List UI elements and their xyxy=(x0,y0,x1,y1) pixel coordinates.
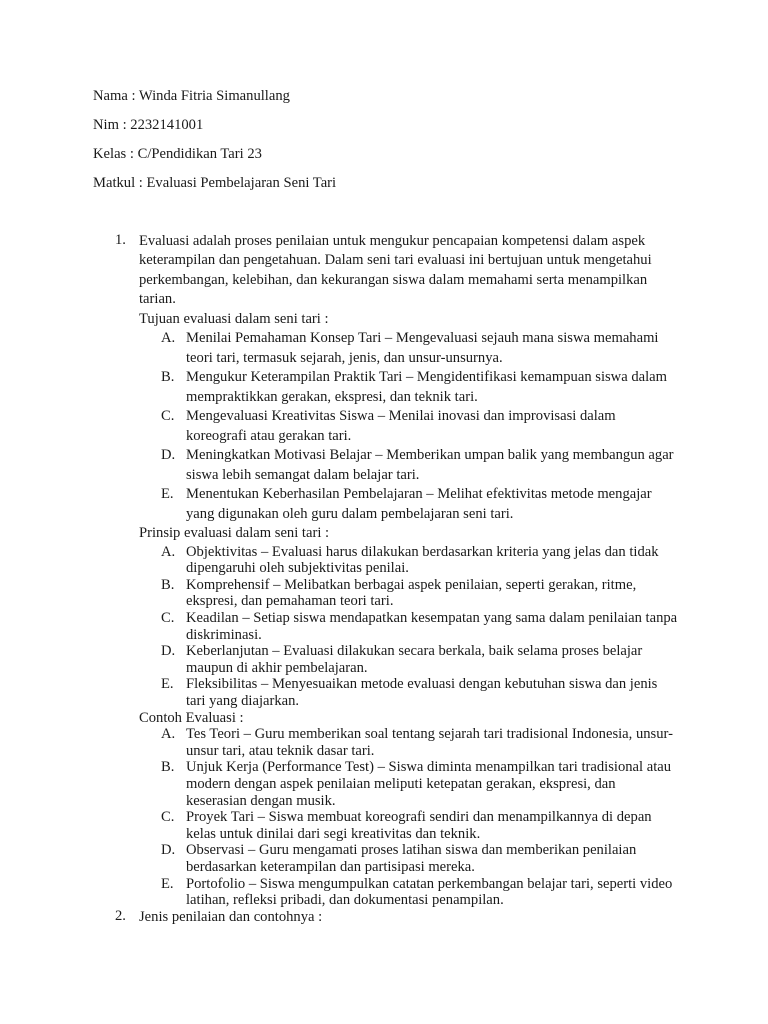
student-name: Nama : Winda Fitria Simanullang xyxy=(93,88,290,104)
student-nim: Nim : 2232141001 xyxy=(93,117,204,133)
list-marker: E. xyxy=(161,875,174,892)
list-item-text: Menentukan Keberhasilan Pembelajaran – Melihat efektivitas metode mengajar yang digunakan oleh guru dalam pembelajaran seni tari. xyxy=(186,486,652,522)
list-item-text: Fleksibilitas – Menyesuaikan metode evaluasi dengan kebutuhan siswa dan jenis tari yang diajarkan. xyxy=(186,676,658,709)
list-marker: C. xyxy=(161,809,175,826)
question-1-body xyxy=(139,232,679,909)
list-item-text: Keberlanjutan – Evaluasi dilakukan secara berkala, baik selama proses belajar maupun di akhir pembelajaran. xyxy=(186,643,643,676)
question-number: 1. xyxy=(115,232,126,248)
list-item xyxy=(139,610,679,643)
list-item-text: Meningkatkan Motivasi Belajar – Memberikan umpan balik yang membangun agar siswa lebih semangat dalam belajar tari. xyxy=(186,447,674,483)
evaluation-definition: Evaluasi adalah proses penilaian untuk mengukur pencapaian kompetensi dalam aspek keterampilan dan pengetahuan. Dalam seni tari evaluasi ini bertujuan untuk mengetahui perkembangan, kelebihan, dan kekurangan siswa dalam memahami serta menampilkan tarian. xyxy=(139,233,652,308)
list-item-text: Unjuk Kerja (Performance Test) – Siswa diminta menampilkan tari tradisional atau modern dengan aspek penilaian meliputi ketepatan gerakan, ekspresi, dan keserasian dengan musik. xyxy=(186,759,672,809)
list-item xyxy=(139,368,679,407)
list-marker: E. xyxy=(161,486,174,503)
list-item xyxy=(139,577,679,610)
list-item xyxy=(139,726,679,759)
question-number: 2. xyxy=(115,908,126,924)
list-item-text: Portofolio – Siswa mengumpulkan catatan perkembangan belajar tari, seperti video latihan, refleksi pribadi, dan dokumentasi penampilan. xyxy=(186,875,673,909)
list-marker: B. xyxy=(161,576,175,593)
list-marker: B. xyxy=(161,369,175,386)
course-name: Matkul : Evaluasi Pembelajaran Seni Tari xyxy=(93,175,337,191)
list-item xyxy=(139,676,679,709)
question-2-text: Jenis penilaian dan contohnya : xyxy=(139,909,323,925)
list-item-text: Objektivitas – Evaluasi harus dilakukan berdasarkan kriteria yang jelas dan tidak dipengaruhi oleh subjektivitas penilai. xyxy=(186,543,659,577)
list-marker: E. xyxy=(161,676,174,693)
list-item-text: Mengevaluasi Kreativitas Siswa – Menilai inovasi dan improvisasi dalam koreografi atau gerakan tari. xyxy=(186,408,616,444)
list-item-text: Proyek Tari – Siswa membuat koreografi sendiri dan menampilkannya di depan kelas untuk dinilai dari segi kreativitas dan teknik. xyxy=(186,809,652,842)
question-2-body xyxy=(139,908,679,928)
list-item xyxy=(139,759,679,809)
tujuan-list xyxy=(139,329,679,524)
list-item xyxy=(139,485,679,524)
section-title-contoh: Contoh Evaluasi : xyxy=(139,709,244,726)
list-marker: C. xyxy=(161,408,175,425)
list-item xyxy=(139,329,679,368)
list-marker: B. xyxy=(161,759,175,776)
list-marker: A. xyxy=(161,330,176,347)
list-item xyxy=(139,407,679,446)
list-item-text: Komprehensif – Melibatkan berbagai aspek penilaian, seperti gerakan, ritme, ekspresi, dan pemahaman teori tari. xyxy=(186,576,637,610)
list-marker: A. xyxy=(161,726,176,743)
list-item-text: Mengukur Keterampilan Praktik Tari – Mengidentifikasi kemampuan siswa dalam mempraktikkan gerakan, ekspresi, dan teknik tari. xyxy=(186,369,667,405)
list-marker: C. xyxy=(161,610,175,626)
list-marker: A. xyxy=(161,543,176,560)
list-item xyxy=(139,876,679,909)
list-item xyxy=(139,842,679,875)
prinsip-list xyxy=(139,544,679,710)
list-item-text: Menilai Pemahaman Konsep Tari – Mengevaluasi sejauh mana siswa memahami teori tari, termasuk sejarah, jenis, dan unsur-unsurnya. xyxy=(186,330,659,366)
list-item-text: Keadilan – Setiap siswa mendapatkan kesempatan yang sama dalam penilaian tanpa diskriminasi. xyxy=(186,610,678,643)
list-marker: D. xyxy=(161,447,176,464)
list-item-text: Observasi – Guru mengamati proses latihan siswa dan memberikan penilaian berdasarkan keterampilan dan partisipasi mereka. xyxy=(186,842,637,875)
list-item xyxy=(139,643,679,676)
section-title-tujuan: Tujuan evaluasi dalam seni tari : xyxy=(139,310,329,327)
contoh-list xyxy=(139,726,679,909)
list-item xyxy=(139,446,679,485)
list-marker: D. xyxy=(161,842,176,859)
list-item xyxy=(139,809,679,842)
student-class: Kelas : C/Pendidikan Tari 23 xyxy=(93,146,262,162)
list-item xyxy=(139,544,679,577)
section-title-prinsip: Prinsip evaluasi dalam seni tari : xyxy=(139,525,330,542)
list-marker: D. xyxy=(161,643,176,660)
list-item-text: Tes Teori – Guru memberikan soal tentang sejarah tari tradisional Indonesia, unsur-unsur tari, atau teknik dasar tari. xyxy=(186,726,673,759)
